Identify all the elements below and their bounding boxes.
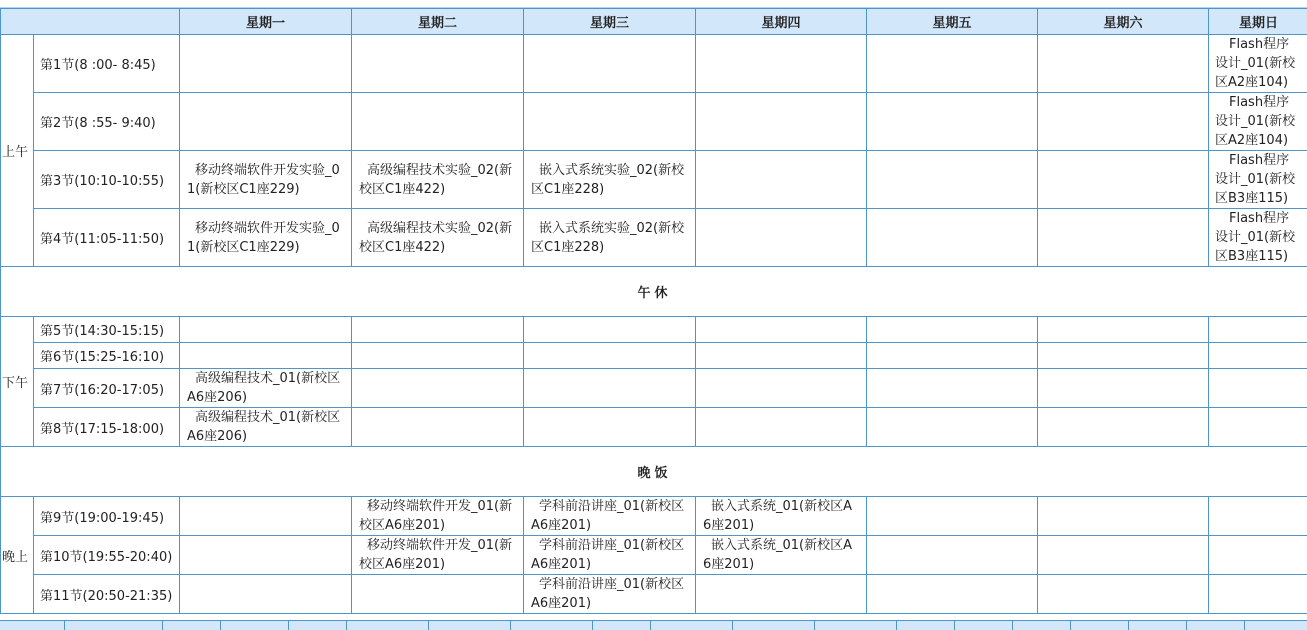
course-cell-thu[interactable]: 嵌入式系统_01(新校区A6座201) (696, 536, 867, 575)
day-header-tue: 星期二 (352, 9, 524, 35)
course-cell-mon[interactable] (180, 93, 352, 151)
period-label: 第9节(19:00-19:45) (34, 497, 180, 536)
course-cell-sat[interactable] (1038, 93, 1209, 151)
period-row (1, 93, 1307, 151)
course-cell-wed[interactable] (524, 93, 696, 151)
period-row (1, 536, 1307, 575)
course-cell-fri[interactable] (867, 317, 1038, 343)
course-cell-sat[interactable] (1038, 209, 1209, 267)
header-row (1, 9, 1307, 35)
course-cell-sun[interactable] (1209, 497, 1307, 536)
break-label-lunch: 午休 (1, 267, 1307, 317)
course-cell-thu[interactable] (696, 317, 867, 343)
course-cell-mon[interactable] (180, 497, 352, 536)
course-cell-sat[interactable] (1038, 408, 1209, 447)
top-border (0, 0, 1307, 8)
course-cell-mon[interactable] (180, 575, 352, 614)
course-cell-thu[interactable] (696, 343, 867, 369)
course-cell-sun[interactable] (1209, 408, 1307, 447)
course-cell-tue[interactable] (352, 343, 524, 369)
course-cell-thu[interactable] (696, 575, 867, 614)
period-row (1, 369, 1307, 408)
course-cell-mon[interactable] (180, 536, 352, 575)
course-cell-sun[interactable] (1209, 369, 1307, 408)
period-label: 第1节(8 :00- 8:45) (34, 35, 180, 93)
course-cell-sun[interactable] (1209, 575, 1307, 614)
session-label-evening: 晚上 (1, 497, 34, 614)
period-row (1, 408, 1307, 447)
day-header-mon: 星期一 (180, 9, 352, 35)
course-cell-mon[interactable]: 高级编程技术_01(新校区A6座206) (180, 408, 352, 447)
course-cell-tue[interactable] (352, 575, 524, 614)
break-row-lunch (1, 267, 1307, 317)
course-cell-mon[interactable] (180, 343, 352, 369)
course-cell-sun[interactable]: Flash程序设计_01(新校区A2座104) (1209, 93, 1307, 151)
course-cell-fri[interactable] (867, 536, 1038, 575)
period-label: 第2节(8 :55- 9:40) (34, 93, 180, 151)
course-cell-sun[interactable]: Flash程序设计_01(新校区B3座115) (1209, 209, 1307, 267)
course-cell-wed[interactable]: 学科前沿讲座_01(新校区A6座201) (524, 536, 696, 575)
period-label: 第5节(14:30-15:15) (34, 317, 180, 343)
period-row (1, 151, 1307, 209)
course-cell-wed[interactable] (524, 35, 696, 93)
course-cell-mon[interactable]: 移动终端软件开发实验_01(新校区C1座229) (180, 209, 352, 267)
course-cell-fri[interactable] (867, 408, 1038, 447)
course-cell-sat[interactable] (1038, 497, 1209, 536)
break-label-dinner: 晚饭 (1, 447, 1307, 497)
course-cell-thu[interactable] (696, 35, 867, 93)
header-corner (1, 9, 180, 35)
course-cell-sat[interactable] (1038, 343, 1209, 369)
course-cell-tue[interactable] (352, 369, 524, 408)
period-label: 第10节(19:55-20:40) (34, 536, 180, 575)
course-cell-fri[interactable] (867, 343, 1038, 369)
period-row (1, 497, 1307, 536)
course-cell-thu[interactable] (696, 151, 867, 209)
period-label: 第11节(20:50-21:35) (34, 575, 180, 614)
session-label-morning: 上午 (1, 35, 34, 267)
period-row (1, 317, 1307, 343)
course-cell-mon[interactable] (180, 317, 352, 343)
timetable (0, 8, 1307, 614)
course-cell-thu[interactable] (696, 408, 867, 447)
course-cell-tue[interactable] (352, 408, 524, 447)
course-cell-sat[interactable] (1038, 35, 1209, 93)
course-cell-mon[interactable] (180, 35, 352, 93)
day-header-sat: 星期六 (1038, 9, 1209, 35)
course-cell-sun[interactable]: Flash程序设计_01(新校区B3座115) (1209, 151, 1307, 209)
course-cell-fri[interactable] (867, 369, 1038, 408)
session-label-afternoon: 下午 (1, 317, 34, 447)
course-cell-wed[interactable] (524, 317, 696, 343)
course-cell-sat[interactable] (1038, 151, 1209, 209)
course-cell-sun[interactable]: Flash程序设计_01(新校区A2座104) (1209, 35, 1307, 93)
period-row (1, 209, 1307, 267)
course-cell-thu[interactable] (696, 93, 867, 151)
course-cell-wed[interactable]: 嵌入式系统实验_02(新校区C1座228) (524, 209, 696, 267)
course-cell-tue[interactable] (352, 93, 524, 151)
course-cell-sat[interactable] (1038, 575, 1209, 614)
course-cell-mon[interactable]: 高级编程技术_01(新校区A6座206) (180, 369, 352, 408)
course-cell-fri[interactable] (867, 209, 1038, 267)
course-cell-tue[interactable]: 移动终端软件开发_01(新校区A6座201) (352, 497, 524, 536)
period-label: 第3节(10:10-10:55) (34, 151, 180, 209)
course-cell-fri[interactable] (867, 497, 1038, 536)
course-cell-sun[interactable] (1209, 317, 1307, 343)
period-label: 第8节(17:15-18:00) (34, 408, 180, 447)
course-cell-tue[interactable] (352, 317, 524, 343)
course-cell-mon[interactable]: 移动终端软件开发实验_01(新校区C1座229) (180, 151, 352, 209)
day-header-wed: 星期三 (524, 9, 696, 35)
course-cell-fri[interactable] (867, 575, 1038, 614)
course-cell-sun[interactable] (1209, 343, 1307, 369)
course-cell-sat[interactable] (1038, 317, 1209, 343)
course-cell-fri[interactable] (867, 151, 1038, 209)
course-cell-sun[interactable] (1209, 536, 1307, 575)
period-label: 第4节(11:05-11:50) (34, 209, 180, 267)
day-header-thu: 星期四 (696, 9, 867, 35)
period-label: 第6节(15:25-16:10) (34, 343, 180, 369)
course-cell-wed[interactable]: 学科前沿讲座_01(新校区A6座201) (524, 575, 696, 614)
course-cell-sat[interactable] (1038, 536, 1209, 575)
course-cell-tue[interactable] (352, 35, 524, 93)
course-cell-wed[interactable]: 学科前沿讲座_01(新校区A6座201) (524, 497, 696, 536)
course-cell-wed[interactable] (524, 369, 696, 408)
course-cell-thu[interactable] (696, 369, 867, 408)
course-cell-wed[interactable] (524, 408, 696, 447)
course-cell-tue[interactable]: 移动终端软件开发_01(新校区A6座201) (352, 536, 524, 575)
break-row-dinner (1, 447, 1307, 497)
period-row (1, 343, 1307, 369)
course-cell-fri[interactable] (867, 93, 1038, 151)
period-row (1, 575, 1307, 614)
period-label: 第7节(16:20-17:05) (34, 369, 180, 408)
period-row (1, 35, 1307, 93)
course-cell-wed[interactable] (524, 343, 696, 369)
day-header-fri: 星期五 (867, 9, 1038, 35)
course-cell-fri[interactable] (867, 35, 1038, 93)
course-cell-tue[interactable]: 高级编程技术实验_02(新校区C1座422) (352, 209, 524, 267)
course-cell-tue[interactable]: 高级编程技术实验_02(新校区C1座422) (352, 151, 524, 209)
course-cell-wed[interactable]: 嵌入式系统实验_02(新校区C1座228) (524, 151, 696, 209)
course-cell-sat[interactable] (1038, 369, 1209, 408)
course-cell-thu[interactable] (696, 209, 867, 267)
day-header-sun: 星期日 (1209, 9, 1307, 35)
course-cell-thu[interactable]: 嵌入式系统_01(新校区A6座201) (696, 497, 867, 536)
